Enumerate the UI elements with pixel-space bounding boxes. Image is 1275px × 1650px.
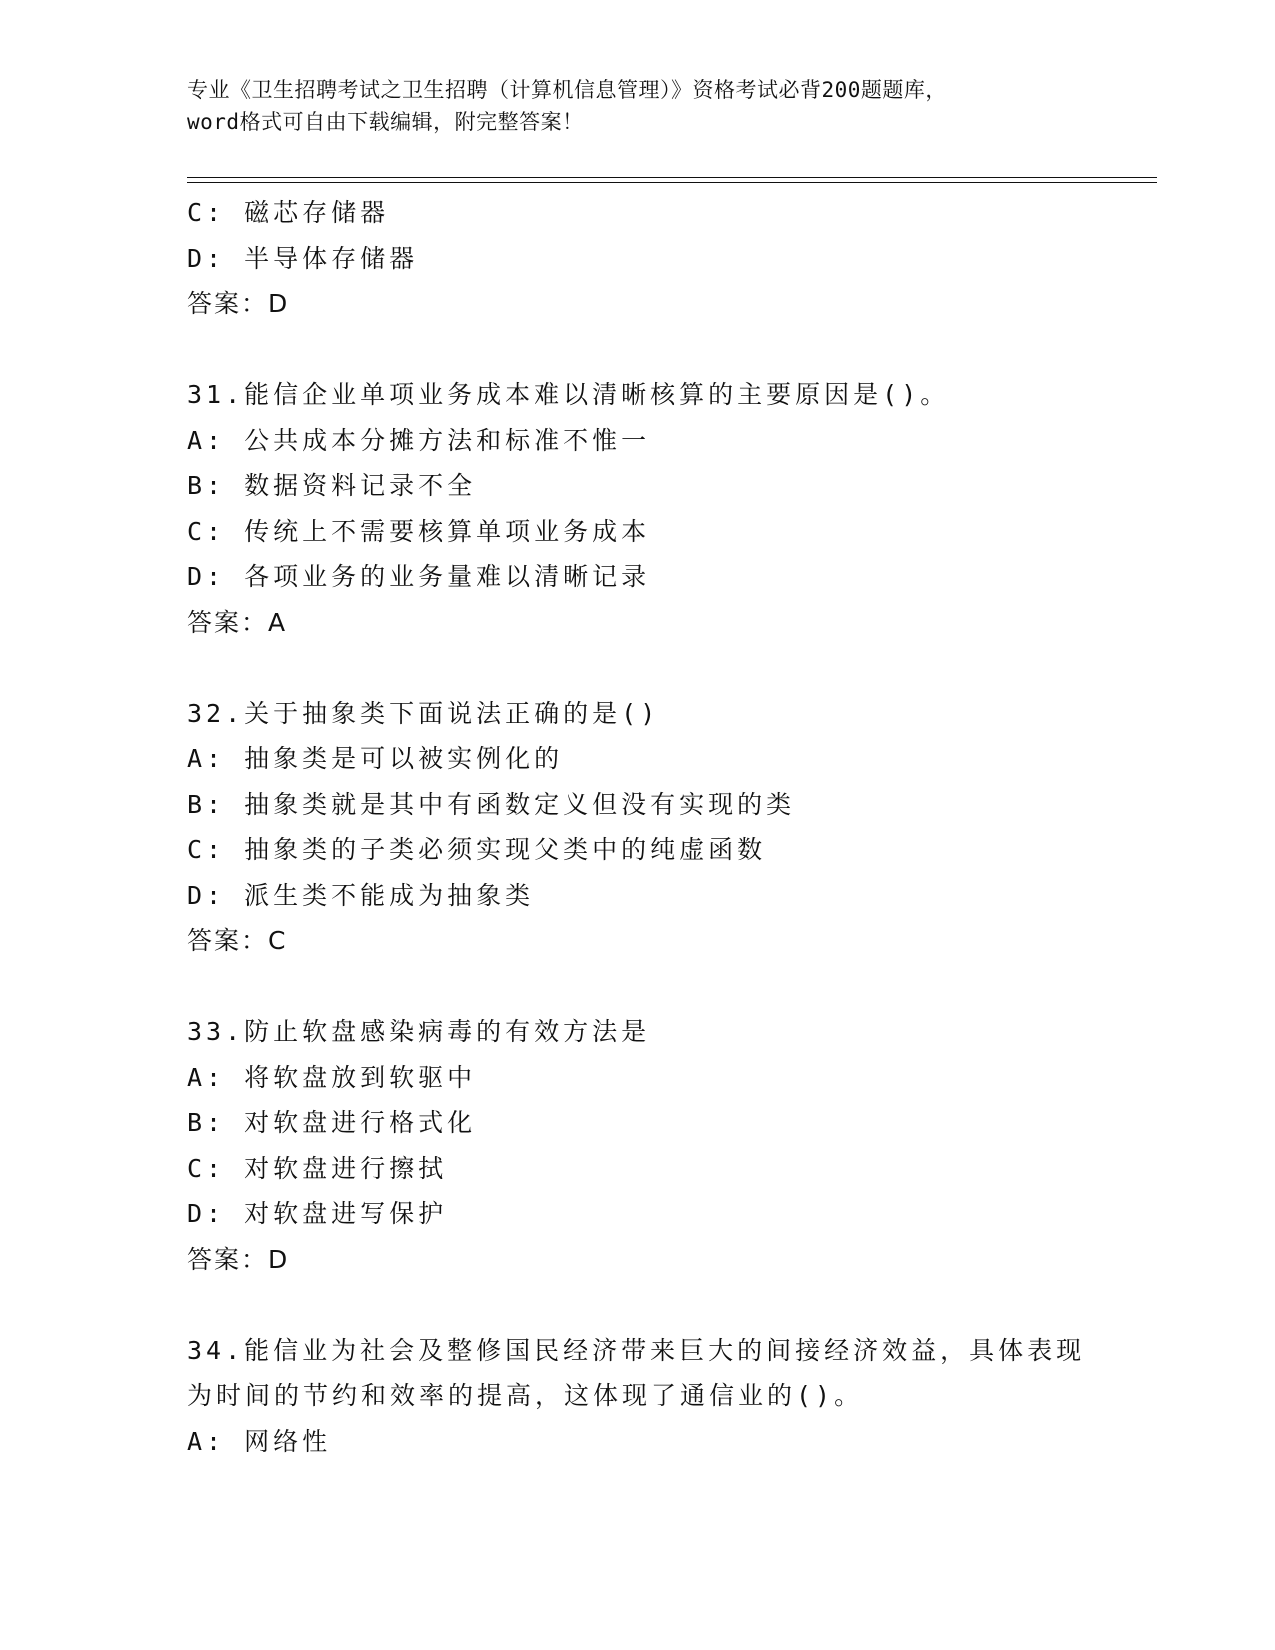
spacer xyxy=(187,1282,1117,1328)
question-stem: 33.防止软盘感染病毒的有效方法是 xyxy=(187,1017,651,1046)
option-a: A: 抽象类是可以被实例化的 xyxy=(187,744,564,773)
answer: 答案：D xyxy=(187,1244,290,1274)
option-a: A: 网络性 xyxy=(187,1426,332,1456)
option-d: D: 半导体存储器 xyxy=(187,243,419,273)
header-divider-bottom xyxy=(187,182,1157,183)
spacer xyxy=(187,327,1117,373)
spacer xyxy=(187,645,1117,691)
question-33 xyxy=(187,1009,1117,1282)
option-c: C: 对软盘进行擦拭 xyxy=(187,1153,448,1183)
question-34 xyxy=(187,1328,1117,1465)
option-d: D: 派生类不能成为抽象类 xyxy=(187,880,535,910)
header-divider-top xyxy=(187,177,1157,178)
question-31 xyxy=(187,372,1117,645)
question-stem: 31.能信企业单项业务成本难以清晰核算的主要原因是()。 xyxy=(187,380,950,409)
option-d: D: 各项业务的业务量难以清晰记录 xyxy=(187,562,651,591)
spacer xyxy=(187,964,1117,1010)
continued-question xyxy=(187,190,1117,327)
option-d: D: 对软盘进写保护 xyxy=(187,1199,448,1228)
option-c: C: 传统上不需要核算单项业务成本 xyxy=(187,516,651,546)
option-b: B: 对软盘进行格式化 xyxy=(187,1108,477,1137)
option-c: C: 磁芯存储器 xyxy=(187,198,390,227)
document-header xyxy=(187,74,1107,138)
header-line-1: 专业《卫生招聘考试之卫生招聘（计算机信息管理）》资格考试必背200题题库， xyxy=(187,78,947,102)
question-list xyxy=(187,190,1117,1464)
question-stem-line-1: 34.能信业为社会及整修国民经济带来巨大的间接经济效益，具体表现 xyxy=(187,1335,1086,1365)
answer: 答案：C xyxy=(187,926,288,955)
answer: 答案：D xyxy=(187,289,290,318)
question-32 xyxy=(187,691,1117,964)
answer: 答案：A xyxy=(187,607,288,637)
question-stem-line-2: 为时间的节约和效率的提高，这体现了通信业的()。 xyxy=(187,1381,864,1410)
option-c: C: 抽象类的子类必须实现父类中的纯虚函数 xyxy=(187,835,767,864)
question-stem: 32.关于抽象类下面说法正确的是() xyxy=(187,698,660,728)
header-line-2: word格式可自由下载编辑，附完整答案！ xyxy=(187,110,584,134)
option-b: B: 数据资料记录不全 xyxy=(187,471,477,500)
option-b: B: 抽象类就是其中有函数定义但没有实现的类 xyxy=(187,789,796,819)
option-a: A: 将软盘放到软驱中 xyxy=(187,1062,477,1092)
option-a: A: 公共成本分摊方法和标准不惟一 xyxy=(187,425,651,455)
